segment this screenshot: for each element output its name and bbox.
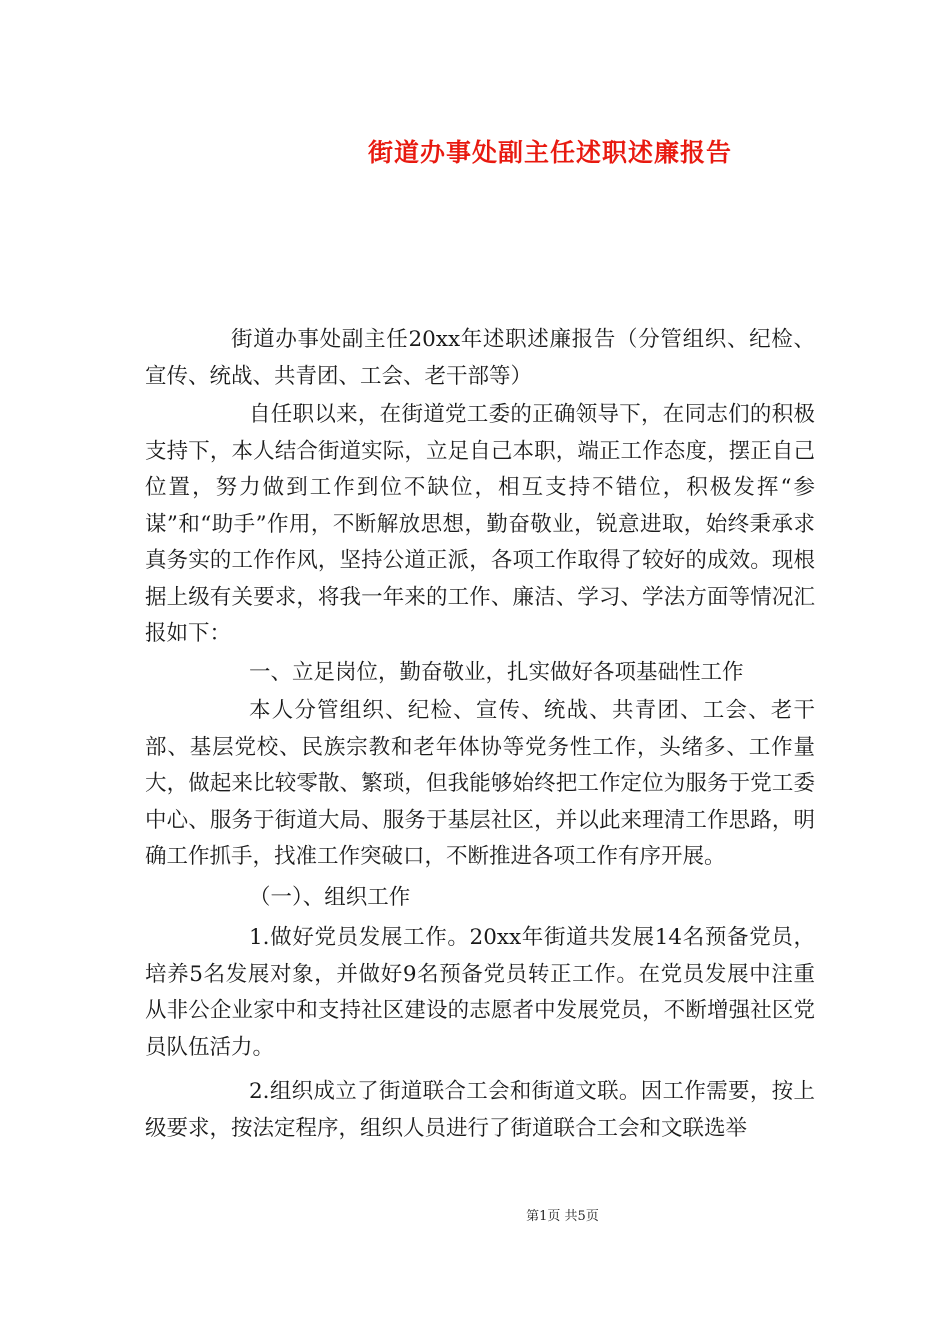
paragraph-item-1: 1.做好党员发展工作。20xx年街道共发展14名预备党员，培养5名发展对象，并做好9名预备党员转正工作。在党员发展中注重从非公企业家中和支持社区建设的志愿者中发展党员，不断增强社区党员队伍活力。 [145,925,815,1060]
paragraph-intro: 自任职以来，在街道党工委的正确领导下，在同志们的积极支持下，本人结合街道实际，立足自己本职，端正工作态度，摆正自己位置，努力做到工作到位不缺位，相互支持不错位，积极发挥“参谋”和“助手”作用，不断解放思想，勤奋敬业，锐意进取，始终秉承求真务实的工作作风，坚持公道正派，各项工作取得了较好的成效。现根据上级有关要求，将我一年来的工作、廉洁、学习、学法方面等情况汇报如下： [145,402,815,646]
section-heading-1: 一、立足岗位，勤奋敬业，扎实做好各项基础性工作 [249,659,744,685]
document-body [145,322,815,1147]
paragraph-heading-subtitle: 街道办事处副主任20xx年述职述廉报告（分管组织、纪检、宣传、统战、共青团、工会、老干部等） [145,327,815,389]
subsection-heading-organization: （一）、组织工作 [249,884,411,910]
paragraph-section-1: 本人分管组织、纪检、宣传、统战、共青团、工会、老干部、基层党校、民族宗教和老年体协等党务性工作，头绪多、工作量大，做起来比较零散、繁琐，但我能够始终把工作定位为服务于党工委中心、服务于街道大局、服务于基层社区，并以此来理清工作思路，明确工作抓手，找准工作突破口，不断推进各项工作有序开展。 [145,698,815,869]
document-title: 街道办事处副主任述职述廉报告 [367,138,732,167]
paragraph-item-2: 2.组织成立了街道联合工会和街道文联。因工作需要，按上级要求，按法定程序，组织人员进行了街道联合工会和文联选举 [145,1079,815,1141]
page-number: 第1页 共5页 [526,1209,599,1224]
